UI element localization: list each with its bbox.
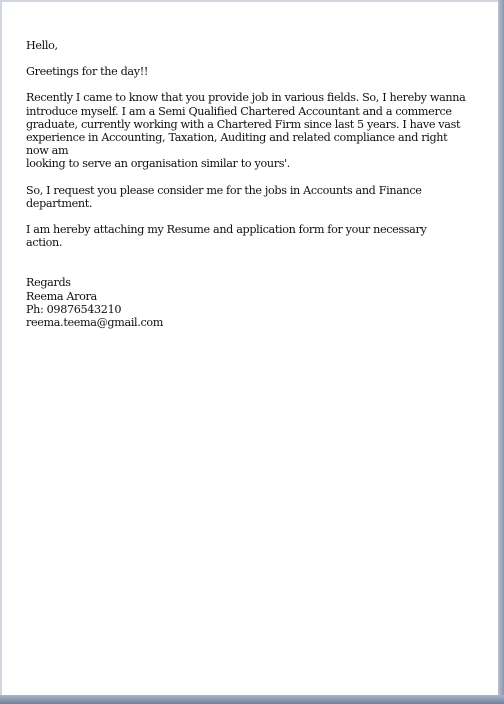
greeting: Greetings for the day!!	[26, 65, 149, 79]
paragraph-attachment	[26, 223, 472, 249]
paragraph-line: graduate, currently working with a Chartered Firm since last 5 years. I have vast	[26, 117, 461, 131]
window-top-edge	[0, 0, 504, 2]
paragraph-line: looking to serve an organisation similar to yours'.	[26, 157, 291, 171]
sender-phone: Ph: 09876543210	[26, 302, 122, 316]
sender-name: Reema Arora	[26, 289, 97, 303]
paragraph-line: Recently I came to know that you provide job in various fields. So, I hereby wanna	[26, 91, 466, 105]
window-bottom-edge	[0, 695, 504, 704]
window-left-edge	[0, 0, 2, 704]
window-right-edge	[498, 0, 504, 704]
paragraph-line: action.	[26, 236, 63, 250]
paragraph-request: So, I request you please consider me for the jobs in Accounts and Finance department.	[26, 183, 422, 210]
paragraph-line: I am hereby attaching my Resume and application form for your necessary	[26, 223, 427, 237]
salutation: Hello,	[26, 39, 58, 52]
sender-email: reema.teema@gmail.com	[26, 316, 164, 330]
paragraph-line: experience in Accounting, Taxation, Auditing and related compliance and right now am	[26, 131, 448, 158]
closing: Regards	[26, 276, 71, 290]
paragraph-introduction	[26, 91, 472, 170]
letter-body	[26, 39, 472, 329]
paragraph-line: introduce myself. I am a Semi Qualified Chartered Accountant and a commerce	[26, 104, 452, 118]
signature-block	[26, 276, 472, 329]
